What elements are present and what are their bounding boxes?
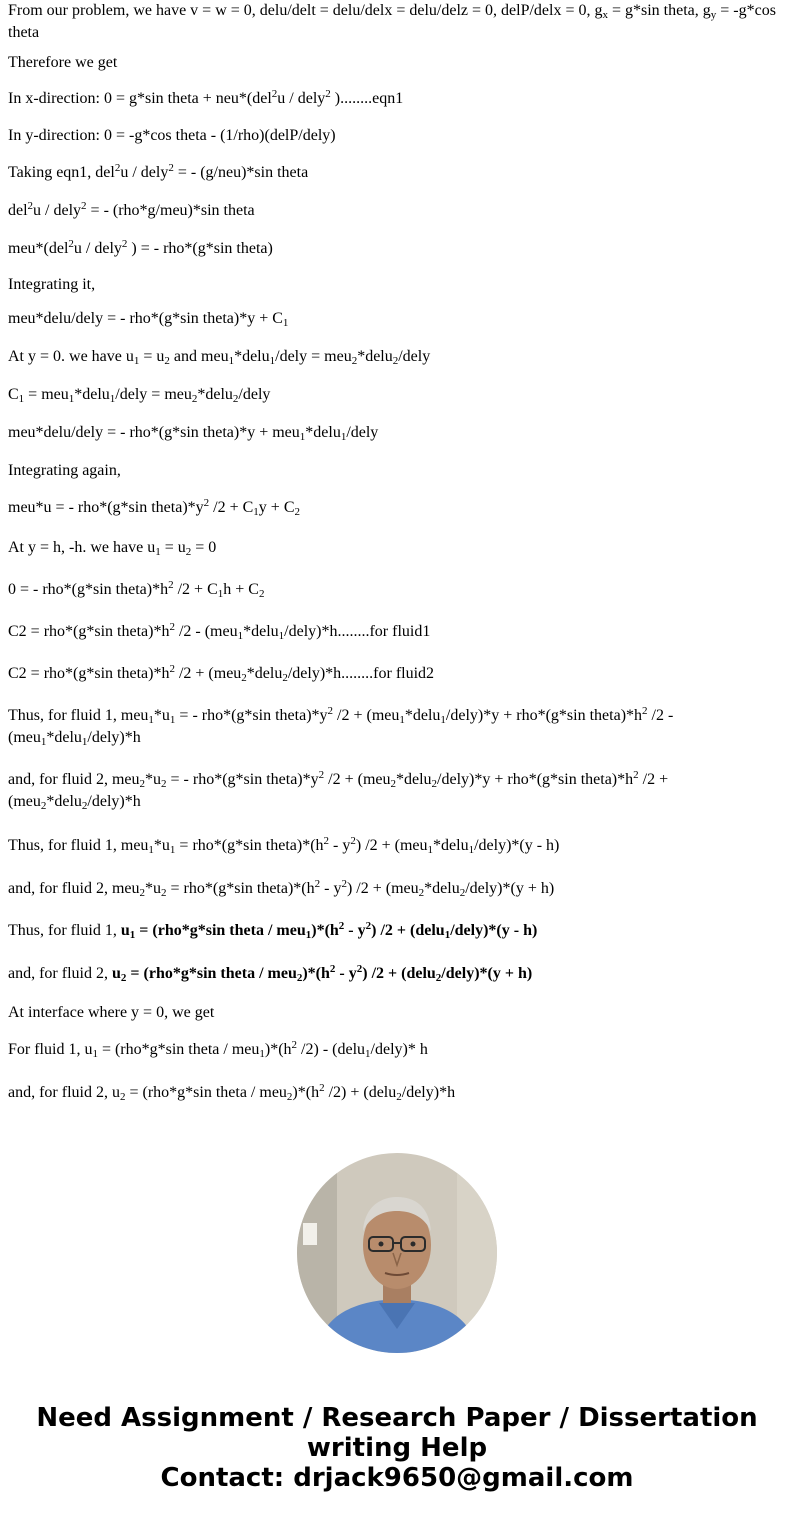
text-segment: ) /2 + (delu [371,922,445,939]
text-segment: /2 + (meu [8,771,669,810]
text-segment: Thus, for fluid 1, meu [8,837,149,854]
doc-line-26 [8,1039,786,1061]
text-segment: u / dely [73,240,122,257]
doc-line-4 [8,125,786,147]
doc-line-7 [8,238,786,260]
text-segment: /dely)*h [87,793,141,810]
text-segment: 1 [148,844,154,856]
text-segment: u / dely [120,164,169,181]
text-segment: *delu [433,837,469,854]
text-segment: /dely)*(y - h) [474,837,560,854]
text-segment: /dely [346,424,379,441]
text-segment: u / dely [277,90,326,107]
text-segment: /dely [238,386,271,403]
text-segment: 1 [299,431,306,443]
text-segment: 2 [286,1091,293,1103]
text-segment: 2 [139,887,146,899]
text-segment: 1 [169,714,176,726]
text-segment: 2 [296,972,303,984]
text-segment: = (rho*g*sin theta / meu [135,922,306,939]
text-segment: From our problem, we have v = w = 0, delu/delt = delu/delx = delu/delz = 0, delP/delx = 0, g [8,2,603,19]
text-segment: 2 [418,887,425,899]
text-segment: C2 = rho*(g*sin theta)*h [8,623,170,640]
doc-line-5 [8,162,786,184]
text-segment: 2 [121,238,128,250]
text-segment: 1 [468,844,475,856]
text-segment: 2 [161,778,167,790]
doc-line-20 [8,769,786,813]
text-segment: = rho*(g*sin theta)*(h [175,837,324,854]
text-segment: 2 [323,835,330,847]
doc-line-1 [8,0,786,44]
text-segment: 1 [155,546,161,558]
text-segment: = -g*cos theta [8,2,776,41]
text-segment: and, for fluid 2, [8,965,112,982]
text-segment: meu*u = - rho*(g*sin theta)*y [8,499,204,516]
text-segment: 2 [185,546,192,558]
text-segment: 1 [269,355,276,367]
doc-line-18 [8,663,786,685]
text-segment: 2 [291,1039,298,1051]
text-segment: u [111,965,121,982]
text-segment: - y [335,965,357,982]
doc-line-21 [8,835,786,857]
text-segment: 2 [114,162,121,174]
text-segment: = (rho*g*sin theta / meu [126,965,297,982]
text-segment: /dely)*(y - h) [450,922,538,939]
text-segment: )*(h [302,965,330,982]
text-segment: /dely [398,348,431,365]
text-segment: u / dely [33,202,82,219]
text-segment: 1 [444,929,451,941]
text-segment: 1 [109,393,116,405]
text-segment: 1 [68,393,75,405]
doc-line-6 [8,200,786,222]
text-segment: 2 [338,920,345,932]
text-segment: = - (rho*g/meu)*sin theta [86,202,255,219]
text-segment: y + C [258,499,295,516]
text-segment: /2) + (delu [324,1084,397,1101]
text-segment: /dely)*h........for fluid2 [287,665,435,682]
text-segment: 2 [396,1091,402,1103]
text-segment: /dely)*h [401,1084,456,1101]
text-segment: Integrating it, [8,276,96,293]
text-segment: u [120,922,130,939]
text-segment: = u [139,348,165,365]
text-segment: 1 [340,431,347,443]
text-segment: *delu [395,771,432,788]
text-segment: - y [329,837,351,854]
text-segment: meu*delu/dely = - rho*(g*sin theta)*y + meu [8,424,300,441]
text-segment: At interface where y = 0, we get [8,1004,215,1021]
text-segment: 2 [203,497,210,509]
text-segment: 2 [139,778,146,790]
text-segment: )*(h [311,922,339,939]
text-segment: /2 - (meu [174,623,238,640]
promo-line-1: Need Assignment / Research Paper / Dissertation [36,1403,758,1433]
text-segment: 2 [318,769,325,781]
text-segment: /2 + (meu [324,771,391,788]
text-segment: /dely)*(y + h) [441,965,533,982]
doc-line-14 [8,497,786,519]
text-segment: Thus, for fluid 1, [8,922,121,939]
text-segment: 2 [27,200,34,212]
text-segment: /2 - (meu [8,707,674,746]
text-segment: 2 [241,672,247,684]
doc-line-23 [8,920,786,942]
text-segment: 1 [237,630,244,642]
text-segment: 1 [440,714,446,726]
doc-line-27 [8,1082,786,1104]
text-segment: Thus, for fluid 1, meu [8,707,149,724]
text-segment: For fluid 1, u [8,1041,93,1058]
text-segment: *delu [246,665,283,682]
text-segment: = - rho*(g*sin theta)*y [166,771,319,788]
text-segment: 1 [253,506,259,518]
author-avatar [297,1153,497,1353]
text-segment: /dely)*(y + h) [465,880,555,897]
text-segment: y [710,9,717,21]
text-segment: 2 [168,162,174,174]
text-segment: 1 [148,714,154,726]
text-segment: *delu [234,348,270,365]
doc-line-2 [8,52,786,74]
text-segment: 2 [120,972,127,984]
text-segment: 2 [642,705,648,717]
doc-line-25 [8,1002,786,1024]
text-segment: 2 [350,835,356,847]
text-segment: = u [160,539,186,556]
doc-line-10 [8,346,786,368]
text-segment: 1 [18,393,25,405]
text-segment: 2 [351,355,358,367]
text-segment: /dely)*h [87,729,141,746]
text-segment: *u [153,837,170,854]
text-segment: 1 [129,929,136,941]
text-segment: 2 [232,393,239,405]
text-segment: In y-direction: 0 = -g*cos theta - (1/rho)(delP/dely) [8,127,336,144]
text-segment: 2 [392,355,399,367]
doc-line-9 [8,308,786,330]
text-segment: and, for fluid 2, u [8,1084,120,1101]
text-segment: 2 [81,800,88,812]
text-segment: 1 [399,714,405,726]
text-segment: meu*delu/dely = - rho*(g*sin theta)*y + C [8,310,283,327]
text-segment: 2 [319,1082,325,1094]
doc-line-17 [8,621,786,643]
text-segment: ) /2 + (delu [362,965,436,982]
text-segment: )........eqn1 [330,90,404,107]
text-segment: 2 [341,878,347,890]
text-segment: 1 [92,1048,98,1060]
text-segment: and meu [169,348,229,365]
text-segment: 1 [259,1048,265,1060]
text-segment: 1 [278,630,285,642]
text-segment: /dely)*h........for fluid1 [284,623,431,640]
text-segment: *delu [46,793,82,810]
author-photo [297,1153,497,1353]
doc-line-22 [8,878,786,900]
text-segment: 1 [169,844,176,856]
promo-contact: Contact: drjack9650@gmail.com [160,1463,634,1493]
text-segment: and, for fluid 2, meu [8,771,140,788]
doc-line-3 [8,88,786,110]
text-segment: *u [145,771,162,788]
doc-line-24 [8,963,786,985]
text-segment: 2 [271,88,278,100]
text-segment: *delu [46,729,82,746]
text-segment: *delu [357,348,393,365]
text-segment: 1 [217,588,224,600]
text-segment: Taking eqn1, del [8,164,115,181]
text-segment: *delu [404,707,441,724]
text-segment: 2 [40,800,47,812]
text-segment: /dely)* h [370,1041,428,1058]
text-segment: and, for fluid 2, meu [8,880,140,897]
text-segment: 1 [133,355,140,367]
text-segment: At y = 0. we have u [8,348,134,365]
text-segment: 2 [325,88,331,100]
text-segment: ) /2 + (meu [346,880,419,897]
text-segment: C2 = rho*(g*sin theta)*h [8,665,170,682]
text-segment: )*(h [264,1041,292,1058]
doc-line-11 [8,384,786,406]
text-segment: 1 [282,317,289,329]
text-segment: = g*sin theta, g [607,2,711,19]
text-segment: /2 + C [209,499,254,516]
text-segment: 1 [365,1048,371,1060]
text-segment: 1 [305,929,312,941]
doc-line-12 [8,422,786,444]
text-segment: h + C [223,581,259,598]
text-segment: = meu [24,386,69,403]
text-segment: /dely)*y + rho*(g*sin theta)*h [437,771,634,788]
promo-line-2: writing Help [306,1433,488,1463]
text-segment: *delu [197,386,233,403]
text-segment: 2 [294,506,300,518]
text-segment: 2 [169,621,175,633]
text-segment: *delu [305,424,341,441]
text-segment: )*(h [292,1084,320,1101]
text-segment: 1 [40,736,47,748]
text-segment: 1 [427,844,434,856]
text-segment: 2 [435,972,442,984]
doc-line-19 [8,705,786,749]
text-segment: meu*(del [8,240,69,257]
text-segment: 0 = - rho*(g*sin theta)*h [8,581,169,598]
text-segment: - y [344,922,366,939]
doc-line-13 [8,460,786,482]
text-segment: *delu [243,623,279,640]
text-segment: /2) - (delu [297,1041,366,1058]
text-segment: 2 [314,878,321,890]
text-segment: /dely = meu [275,348,352,365]
text-segment: 2 [161,887,167,899]
text-segment: ) /2 + (meu [355,837,428,854]
text-segment: 1 [228,355,235,367]
text-segment: = (rho*g*sin theta / meu [97,1041,260,1058]
text-segment: C [8,386,19,403]
text-segment: 2 [119,1091,126,1103]
doc-line-8 [8,274,786,296]
text-segment: 2 [282,672,288,684]
text-segment: 2 [390,778,396,790]
text-segment: 2 [68,238,74,250]
text-segment: = - (g/neu)*sin theta [173,164,309,181]
text-segment: 2 [169,663,175,675]
text-segment: 2 [258,588,265,600]
text-segment: /2 + C [173,581,218,598]
text-segment: 2 [329,963,336,975]
text-segment: x [602,9,608,21]
doc-line-15 [8,537,786,559]
text-segment: /dely)*y + rho*(g*sin theta)*h [445,707,643,724]
text-segment: /2 + (meu [174,665,242,682]
doc-line-16 [8,579,786,601]
text-segment: *u [145,880,162,897]
text-segment: 2 [459,887,466,899]
text-segment: *u [153,707,170,724]
text-segment: del [8,202,28,219]
text-segment: - y [320,880,342,897]
text-segment: 2 [191,393,198,405]
text-segment: *delu [74,386,110,403]
text-segment: 2 [164,355,170,367]
promo-banner [0,1403,794,1493]
text-segment: = (rho*g*sin theta / meu [125,1084,287,1101]
text-segment: 2 [327,705,334,717]
text-segment: *delu [424,880,460,897]
text-segment: = 0 [191,539,217,556]
text-segment: Therefore we get [8,54,118,71]
text-segment: ) = - rho*(g*sin theta) [127,240,273,257]
text-segment: In x-direction: 0 = g*sin theta + neu*(del [8,90,272,107]
text-segment: Integrating again, [8,462,121,479]
text-segment: 2 [431,778,438,790]
text-segment: 1 [81,736,88,748]
text-segment: 2 [633,769,639,781]
text-segment: At y = h, -h. we have u [8,539,156,556]
text-segment: /2 + (meu [333,707,400,724]
text-segment: /dely = meu [115,386,192,403]
text-segment: 2 [168,579,174,591]
text-segment: 2 [356,963,363,975]
text-segment: 2 [81,200,87,212]
text-segment: = - rho*(g*sin theta)*y [175,707,328,724]
text-segment: 2 [365,920,372,932]
text-segment: = rho*(g*sin theta)*(h [166,880,315,897]
